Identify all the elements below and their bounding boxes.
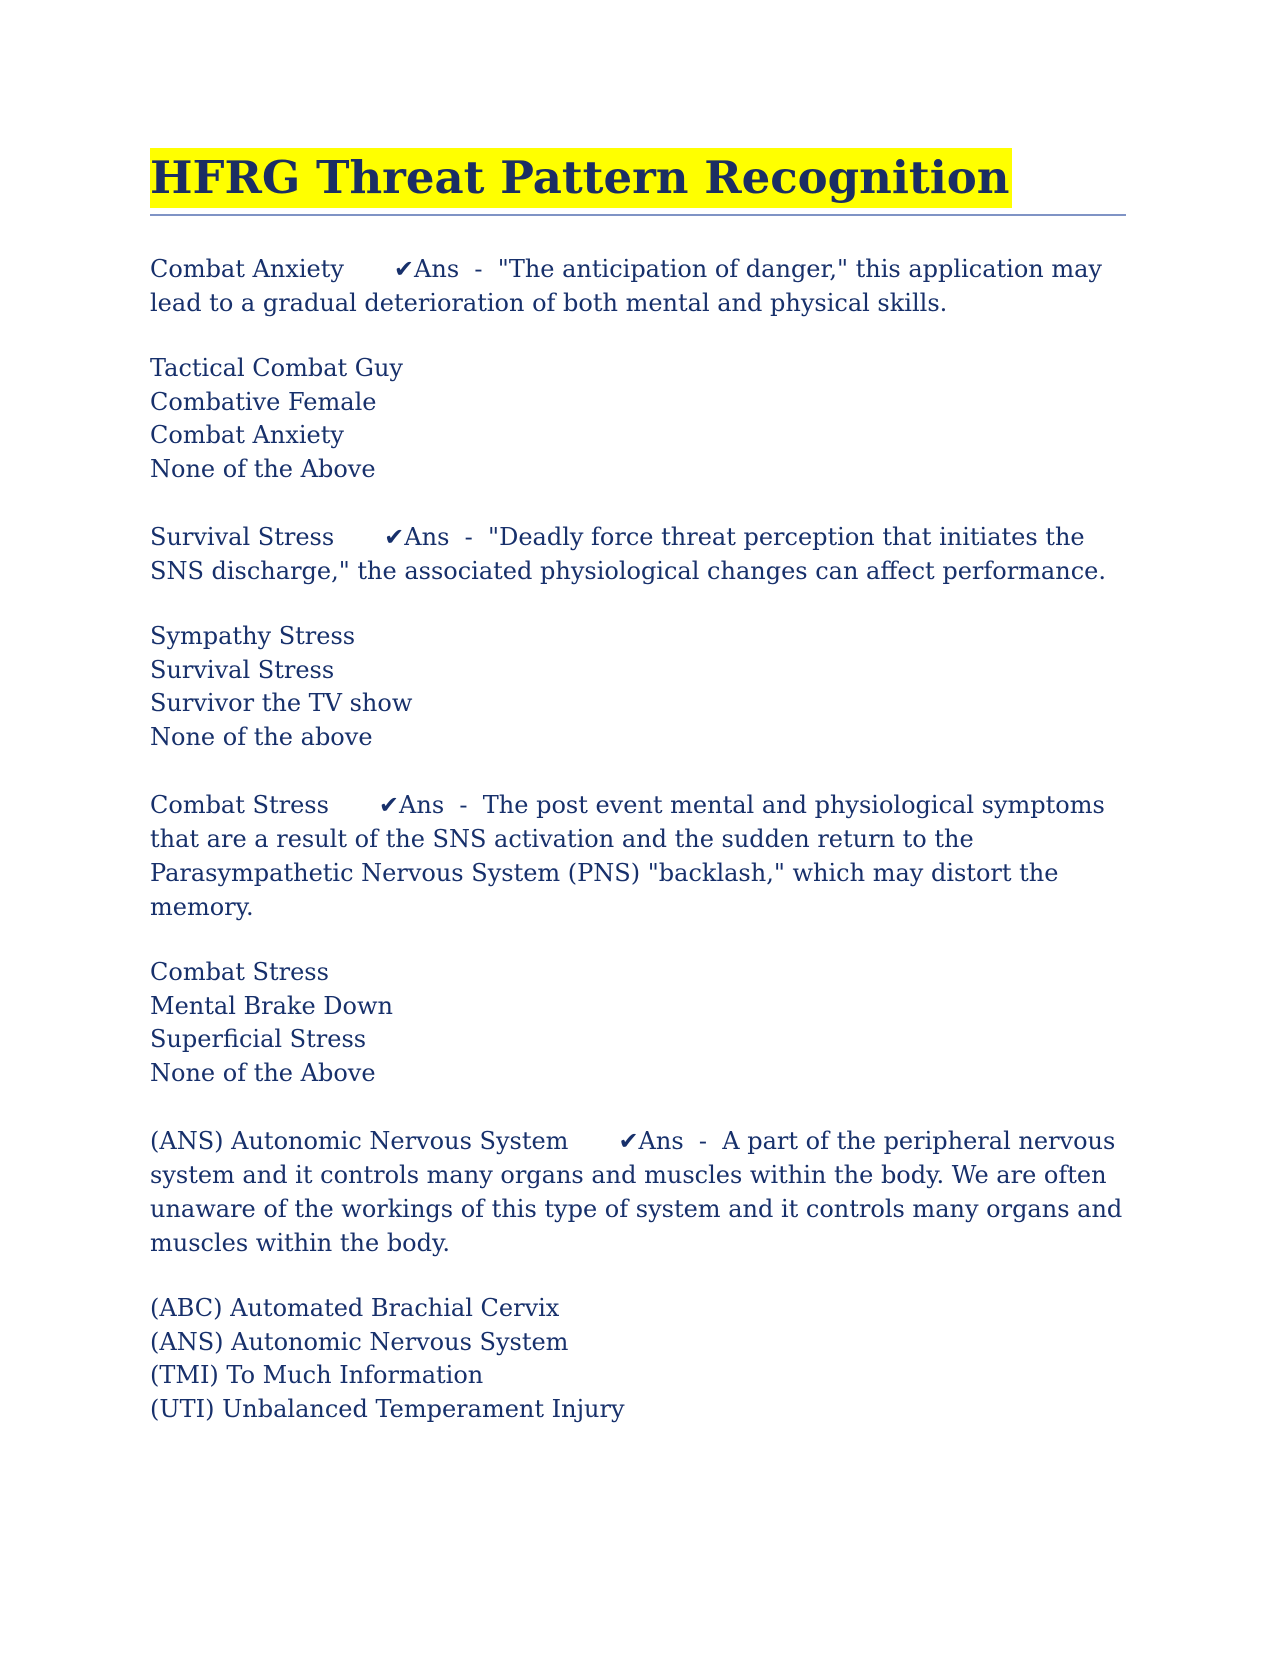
answer-label: Ans xyxy=(404,523,450,551)
option-item: None of the Above xyxy=(150,1058,376,1087)
options-list xyxy=(150,1292,1126,1426)
answer-text: "The anticipation of danger," this application may lead to a gradual deterioration of both mental and physical skills. xyxy=(150,255,1102,317)
option-item: (UTI) Unbalanced Temperament Injury xyxy=(150,1394,625,1423)
answer-text: "Deadly force threat perception that initiates the SNS discharge," the associated physiological changes can affect performance. xyxy=(150,523,1106,585)
option-item: Superficial Stress xyxy=(150,1025,367,1053)
checkmark-icon: ✔ xyxy=(384,523,405,551)
answer-text: A part of the peripheral nervous system and it controls many organs and muscles within the body. We are often unaware of the workings of this type of system and it controls many organs and muscles within the body. xyxy=(150,1127,1123,1257)
answer-separator: - xyxy=(474,255,483,283)
question-text xyxy=(150,252,1126,320)
option-item: Mental Brake Down xyxy=(150,991,393,1020)
option-item: (TMI) To Much Information xyxy=(150,1361,484,1389)
checkmark-icon: ✔ xyxy=(618,1127,639,1155)
question-text xyxy=(150,520,1126,588)
options-list xyxy=(150,620,1126,754)
question-term: (ANS) Autonomic Nervous System xyxy=(150,1127,569,1155)
option-item: Survivor the TV show xyxy=(150,689,413,717)
option-item: None of the above xyxy=(150,722,373,751)
title-block xyxy=(150,148,1126,216)
question-text xyxy=(150,788,1126,924)
question-text xyxy=(150,1124,1126,1260)
checkmark-icon: ✔ xyxy=(393,255,415,283)
option-item: Sympathy Stress xyxy=(150,622,356,650)
options-list xyxy=(150,352,1126,486)
question-block xyxy=(150,1124,1126,1426)
question-term: Survival Stress xyxy=(150,523,335,551)
answer-label: Ans xyxy=(638,1127,684,1155)
option-item: Tactical Combat Guy xyxy=(150,354,403,382)
question-term: Combat Anxiety xyxy=(150,255,344,283)
checkmark-icon: ✔ xyxy=(378,791,400,819)
document-page xyxy=(150,148,1126,1460)
answer-separator: - xyxy=(459,791,468,819)
answer-text: The post event mental and physiological symptoms that are a result of the SNS activation and the sudden return to the Parasympathetic Nervous System (PNS) "backlash," which may distort the memory. xyxy=(150,791,1105,921)
question-term: Combat Stress xyxy=(150,791,329,819)
question-block xyxy=(150,788,1126,1090)
option-item: None of the Above xyxy=(150,454,376,483)
answer-separator: - xyxy=(464,523,473,551)
question-block xyxy=(150,520,1126,754)
option-item: (ANS) Autonomic Nervous System xyxy=(150,1327,569,1356)
question-block xyxy=(150,252,1126,486)
options-list xyxy=(150,956,1126,1090)
option-item: Combat Anxiety xyxy=(150,421,344,449)
option-item: Combative Female xyxy=(150,387,377,416)
option-item: Combat Stress xyxy=(150,958,329,986)
answer-label: Ans xyxy=(414,255,460,283)
answer-label: Ans xyxy=(399,791,445,819)
document-title: HFRG Threat Pattern Recognition xyxy=(150,148,1012,208)
option-item: (ABC) Automated Brachial Cervix xyxy=(150,1294,560,1322)
option-item: Survival Stress xyxy=(150,655,335,684)
answer-separator: - xyxy=(698,1127,708,1155)
